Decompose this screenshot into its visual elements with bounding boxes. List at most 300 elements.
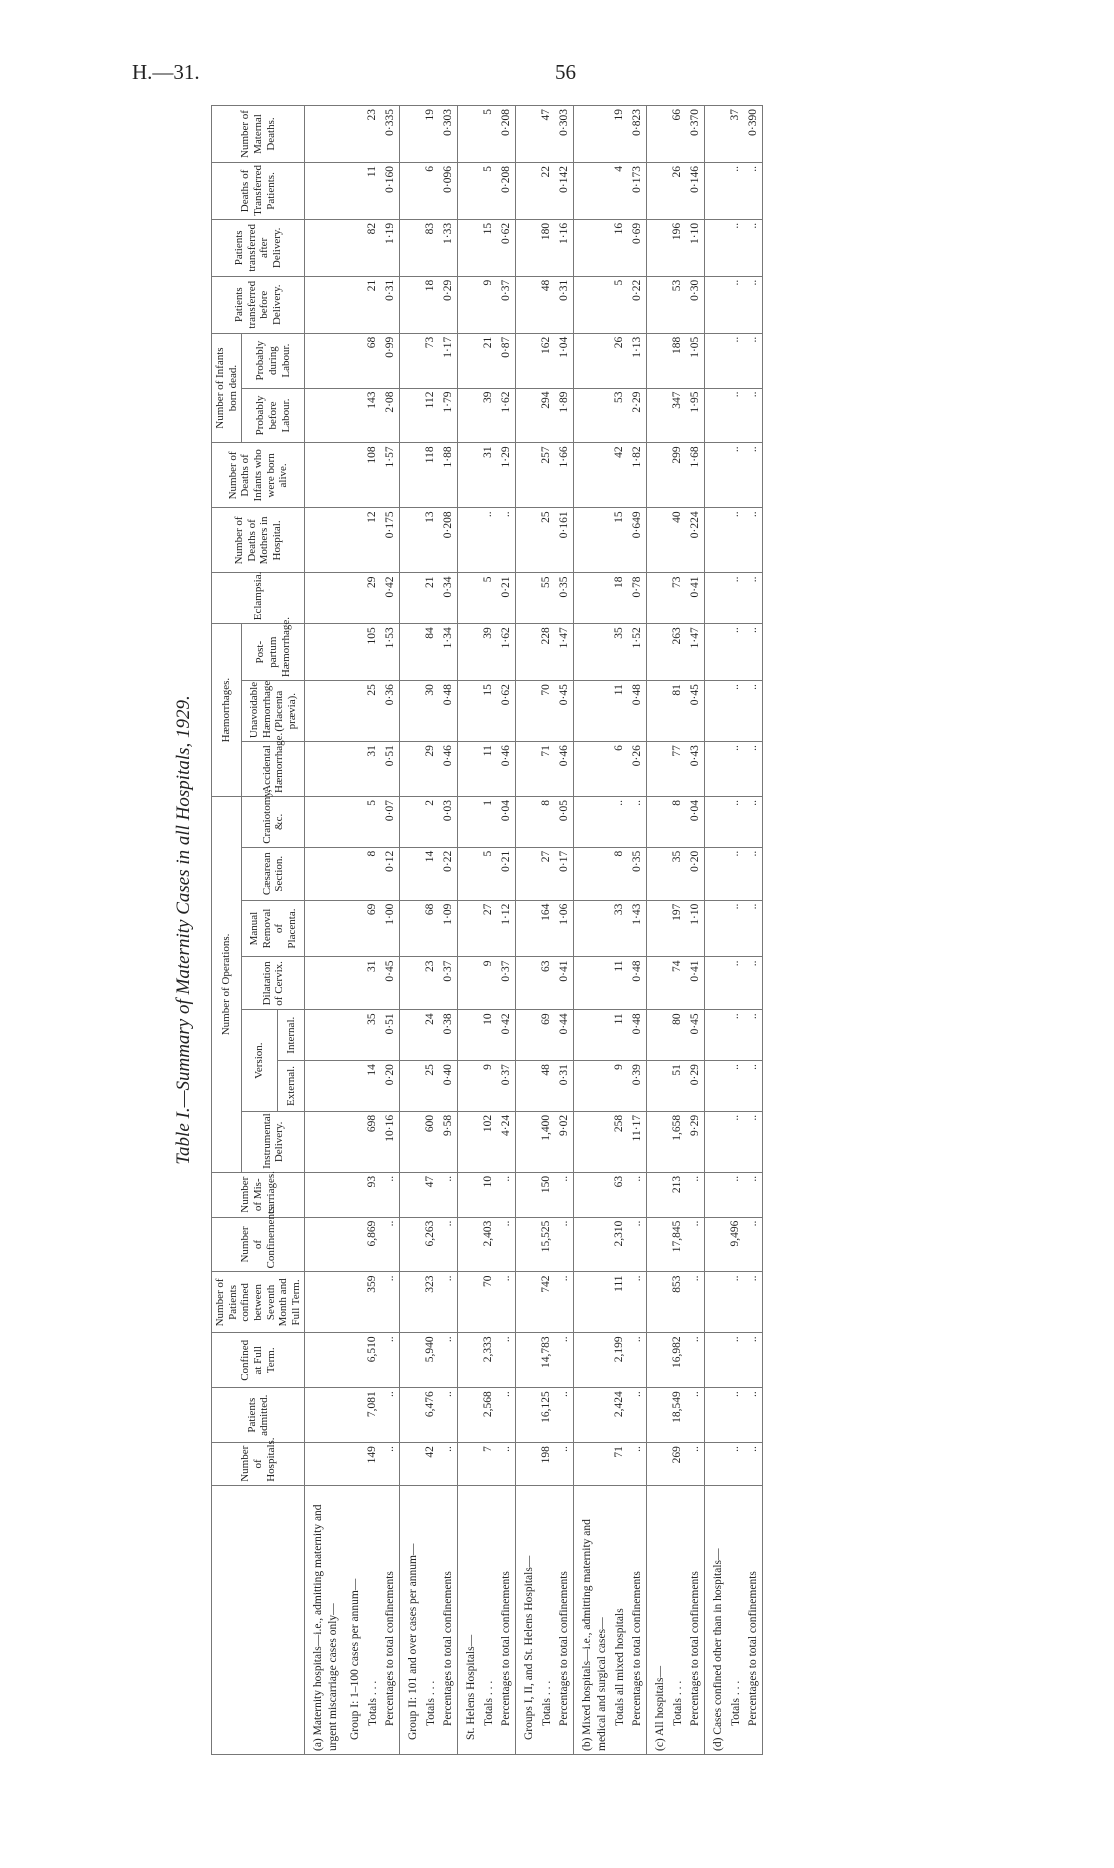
table-cell: 1·47 xyxy=(687,624,705,681)
table-cell: .. xyxy=(727,1443,745,1486)
table-cell: 111 xyxy=(611,1272,629,1333)
empty-cell xyxy=(342,106,364,163)
percentage-row xyxy=(382,106,400,1755)
table-cell: 0·37 xyxy=(498,957,516,1010)
table-cell: 1·06 xyxy=(556,900,574,957)
empty-cell xyxy=(458,1010,480,1061)
table-cell: .. xyxy=(440,1388,458,1443)
table-cell: .. xyxy=(727,508,745,573)
table-cell: 0·39 xyxy=(629,1061,647,1112)
table-cell: 0·37 xyxy=(498,276,516,333)
table-cell: 55 xyxy=(538,573,556,624)
percentage-row xyxy=(687,106,705,1755)
empty-cell xyxy=(647,796,669,847)
table-cell: .. xyxy=(745,624,763,681)
col-miscarriages: Number of Mis-carriages. xyxy=(212,1172,305,1217)
empty-cell xyxy=(705,443,727,508)
table-cell: 70 xyxy=(480,1272,498,1333)
group-infants-born-dead: Number of Infants born dead. xyxy=(212,333,242,443)
empty-cell xyxy=(458,573,480,624)
table-cell: 5 xyxy=(611,276,629,333)
empty-cell xyxy=(516,1217,538,1272)
empty-cell xyxy=(342,742,364,797)
empty-cell xyxy=(705,624,727,681)
row-label: Percentages to total confinements xyxy=(440,1485,458,1754)
table-cell: 18 xyxy=(422,276,440,333)
table-cell: .. xyxy=(382,1217,400,1272)
table-cell: 7,081 xyxy=(364,1388,382,1443)
empty-cell xyxy=(516,333,538,388)
row-label: Totals . . . xyxy=(727,1485,745,1754)
empty-cell xyxy=(400,163,422,220)
table-cell: 26 xyxy=(611,333,629,388)
table-cell: 5 xyxy=(364,796,382,847)
empty-cell xyxy=(647,681,669,742)
empty-cell xyxy=(342,333,364,388)
empty-cell xyxy=(647,106,669,163)
table-cell: 63 xyxy=(611,1172,629,1217)
table-cell: 742 xyxy=(538,1272,556,1333)
table-cell: .. xyxy=(629,1217,647,1272)
table-cell: 1·53 xyxy=(382,624,400,681)
empty-cell xyxy=(400,1061,422,1112)
col-maternal-deaths: Number of Maternal Deaths. xyxy=(212,106,305,163)
table-cell: 0·173 xyxy=(629,163,647,220)
empty-cell xyxy=(305,957,342,1010)
empty-cell xyxy=(400,681,422,742)
section-label: Group I: 1–100 cases per annum— xyxy=(342,1485,364,1754)
table-cell: 81 xyxy=(669,681,687,742)
table-cell: 9·58 xyxy=(440,1111,458,1172)
empty-cell xyxy=(705,1443,727,1486)
empty-cell xyxy=(342,1111,364,1172)
table-cell: 83 xyxy=(422,219,440,276)
empty-cell xyxy=(458,443,480,508)
col-full-term: Confined at Full Term. xyxy=(212,1333,305,1388)
empty-cell xyxy=(647,219,669,276)
table-cell: 1·62 xyxy=(498,388,516,443)
table-cell: 6,869 xyxy=(364,1217,382,1272)
table-cell: 0·160 xyxy=(382,163,400,220)
empty-cell xyxy=(400,1217,422,1272)
table-cell: .. xyxy=(745,742,763,797)
table-cell: 263 xyxy=(669,624,687,681)
table-cell: 0·07 xyxy=(382,796,400,847)
empty-cell xyxy=(647,508,669,573)
table-cell: 6 xyxy=(611,742,629,797)
table-cell: 0·30 xyxy=(687,276,705,333)
empty-cell xyxy=(574,573,611,624)
table-cell: .. xyxy=(727,1111,745,1172)
table-cell: 0·04 xyxy=(498,796,516,847)
table-cell: .. xyxy=(440,1172,458,1217)
empty-cell xyxy=(574,1217,611,1272)
empty-cell xyxy=(516,796,538,847)
table-cell: 0·44 xyxy=(556,1010,574,1061)
row-label: Totals . . . xyxy=(364,1485,382,1754)
document-code: H.—31. xyxy=(132,60,200,84)
empty-cell xyxy=(342,957,364,1010)
table-cell: 6,476 xyxy=(422,1388,440,1443)
table-cell: 35 xyxy=(669,847,687,900)
table-cell: 70 xyxy=(538,681,556,742)
table-cell: 25 xyxy=(538,508,556,573)
table-cell: .. xyxy=(745,508,763,573)
table-cell: .. xyxy=(629,1333,647,1388)
empty-cell xyxy=(342,847,364,900)
table-cell: 39 xyxy=(480,624,498,681)
table-cell: 0·62 xyxy=(498,219,516,276)
table-cell: .. xyxy=(687,1333,705,1388)
page-number: 56 xyxy=(555,60,576,84)
table-cell: 0·35 xyxy=(556,573,574,624)
table-cell: 26 xyxy=(669,163,687,220)
table-cell: 73 xyxy=(669,573,687,624)
table-cell: 10 xyxy=(480,1010,498,1061)
empty-cell xyxy=(458,333,480,388)
table-cell: 0·69 xyxy=(629,219,647,276)
empty-cell xyxy=(305,1272,342,1333)
table-cell: .. xyxy=(745,1217,763,1272)
table-cell: 71 xyxy=(611,1443,629,1486)
table-cell: 164 xyxy=(538,900,556,957)
empty-cell xyxy=(305,508,342,573)
table-cell: 0·48 xyxy=(629,681,647,742)
table-cell: 9·02 xyxy=(556,1111,574,1172)
table-cell: 294 xyxy=(538,388,556,443)
table-cell: 2,403 xyxy=(480,1217,498,1272)
table-cell: .. xyxy=(687,1443,705,1486)
table-cell: 14,783 xyxy=(538,1333,556,1388)
col-post-partum: Post-partum Hæmorrhage. xyxy=(242,624,305,681)
empty-cell xyxy=(305,1388,342,1443)
row-label: Percentages to total confinements xyxy=(745,1485,763,1754)
empty-cell xyxy=(458,1111,480,1172)
empty-cell xyxy=(705,1061,727,1112)
table-cell: 0·12 xyxy=(382,847,400,900)
table-cell: .. xyxy=(382,1443,400,1486)
table-cell: 102 xyxy=(480,1111,498,1172)
table-cell: 188 xyxy=(669,333,687,388)
table-cell: .. xyxy=(556,1333,574,1388)
table-cell: 213 xyxy=(669,1172,687,1217)
empty-cell xyxy=(305,796,342,847)
empty-cell xyxy=(305,1172,342,1217)
table-cell: 1·68 xyxy=(687,443,705,508)
table-cell: 0·175 xyxy=(382,508,400,573)
empty-cell xyxy=(647,1010,669,1061)
table-cell: .. xyxy=(745,900,763,957)
table-cell: .. xyxy=(382,1388,400,1443)
table-body xyxy=(305,106,763,1755)
table-cell: .. xyxy=(611,796,629,847)
table-cell: 0·146 xyxy=(687,163,705,220)
table-cell: 0·37 xyxy=(440,957,458,1010)
col-before-labour: Probably before Labour. xyxy=(242,388,305,443)
table-cell: .. xyxy=(440,1443,458,1486)
table-cell: 1·79 xyxy=(440,388,458,443)
header-row-1 xyxy=(212,106,242,1755)
table-cell: 15 xyxy=(480,219,498,276)
table-cell: 1·82 xyxy=(629,443,647,508)
empty-cell xyxy=(647,1172,669,1217)
table-cell: 11 xyxy=(611,957,629,1010)
table-cell: 9,496 xyxy=(727,1217,745,1272)
table-cell: 0·41 xyxy=(687,573,705,624)
empty-cell xyxy=(647,900,669,957)
empty-cell xyxy=(400,1388,422,1443)
table-cell: 2,568 xyxy=(480,1388,498,1443)
col-hospitals: Number of Hospitals. xyxy=(212,1443,305,1486)
table-cell: 21 xyxy=(364,276,382,333)
empty-cell xyxy=(400,508,422,573)
table-cell: 0·649 xyxy=(629,508,647,573)
empty-cell xyxy=(516,742,538,797)
table-cell: 0·208 xyxy=(440,508,458,573)
table-cell: 6 xyxy=(422,163,440,220)
col-internal: Internal. xyxy=(277,1010,305,1061)
table-cell: .. xyxy=(687,1172,705,1217)
table-cell: 1·47 xyxy=(556,624,574,681)
table-cell: 1·13 xyxy=(629,333,647,388)
empty-cell xyxy=(400,1443,422,1486)
empty-cell xyxy=(342,1061,364,1112)
table-cell: 71 xyxy=(538,742,556,797)
table-cell: 0·87 xyxy=(498,333,516,388)
col-accidental: Accidental Hæmorrhage. xyxy=(242,742,305,797)
table-cell: 269 xyxy=(669,1443,687,1486)
empty-cell xyxy=(705,742,727,797)
table-cell: .. xyxy=(745,1443,763,1486)
table-cell: 53 xyxy=(611,388,629,443)
table-cell: 25 xyxy=(364,681,382,742)
empty-cell xyxy=(574,1333,611,1388)
table-cell: 23 xyxy=(422,957,440,1010)
empty-cell xyxy=(305,742,342,797)
empty-cell xyxy=(400,1333,422,1388)
table-cell: 2,424 xyxy=(611,1388,629,1443)
table-cell: 0·37 xyxy=(498,1061,516,1112)
table-cell: 1·57 xyxy=(382,443,400,508)
empty-cell xyxy=(705,276,727,333)
empty-cell xyxy=(705,388,727,443)
empty-cell xyxy=(458,742,480,797)
table-cell: 0·303 xyxy=(440,106,458,163)
empty-cell xyxy=(516,1333,538,1388)
table-cell: .. xyxy=(498,1217,516,1272)
empty-cell xyxy=(516,106,538,163)
row-label: Totals . . . xyxy=(480,1485,498,1754)
empty-cell xyxy=(647,573,669,624)
table-cell: 24 xyxy=(422,1010,440,1061)
table-cell: .. xyxy=(745,163,763,220)
empty-cell xyxy=(516,276,538,333)
section-label: Groups I, II, and St. Helens Hospitals— xyxy=(516,1485,538,1754)
table-cell: .. xyxy=(745,1272,763,1333)
empty-cell xyxy=(458,1333,480,1388)
section-label: (c) All hospitals— xyxy=(647,1485,669,1754)
table-cell: 0·31 xyxy=(556,276,574,333)
table-cell: 16,125 xyxy=(538,1388,556,1443)
table-cell: 69 xyxy=(538,1010,556,1061)
table-cell: 11·17 xyxy=(629,1111,647,1172)
table-cell: 11 xyxy=(611,681,629,742)
table-cell: 0·31 xyxy=(382,276,400,333)
table-cell: .. xyxy=(745,1010,763,1061)
table-title: Table I.—Summary of Maternity Cases in all Hospitals, 1929. xyxy=(173,695,194,1165)
table-cell: .. xyxy=(745,957,763,1010)
table-cell: 299 xyxy=(669,443,687,508)
table-cell: .. xyxy=(440,1217,458,1272)
empty-cell xyxy=(647,1443,669,1486)
table-cell: 853 xyxy=(669,1272,687,1333)
empty-cell xyxy=(647,1217,669,1272)
section-row xyxy=(705,106,727,1755)
row-label: Totals all mixed hospitals xyxy=(611,1485,629,1754)
empty-cell xyxy=(516,508,538,573)
empty-cell xyxy=(342,508,364,573)
table-cell: 0·390 xyxy=(745,106,763,163)
percentage-row xyxy=(440,106,458,1755)
table-cell: 2,199 xyxy=(611,1333,629,1388)
empty-cell xyxy=(400,1172,422,1217)
totals-row xyxy=(611,106,629,1755)
empty-cell xyxy=(516,957,538,1010)
table-cell: .. xyxy=(745,796,763,847)
table-cell: 8 xyxy=(611,847,629,900)
table-cell: 2,333 xyxy=(480,1333,498,1388)
table-cell: 0·20 xyxy=(687,847,705,900)
col-external: External. xyxy=(277,1061,305,1112)
table-cell: .. xyxy=(727,1272,745,1333)
empty-cell xyxy=(400,1010,422,1061)
table-cell: 0·38 xyxy=(440,1010,458,1061)
table-cell: 35 xyxy=(364,1010,382,1061)
empty-cell xyxy=(342,624,364,681)
empty-cell xyxy=(305,388,342,443)
table-cell: 2,310 xyxy=(611,1217,629,1272)
empty-cell xyxy=(458,847,480,900)
empty-cell xyxy=(705,333,727,388)
table-cell: 23 xyxy=(364,106,382,163)
empty-cell xyxy=(647,847,669,900)
table-cell: 0·208 xyxy=(498,106,516,163)
table-cell: .. xyxy=(727,1388,745,1443)
table-cell: .. xyxy=(727,796,745,847)
table-cell: 4·24 xyxy=(498,1111,516,1172)
table-cell: 1·16 xyxy=(556,219,574,276)
table-cell: 180 xyxy=(538,219,556,276)
empty-cell xyxy=(516,163,538,220)
table-cell: 0·29 xyxy=(440,276,458,333)
table-cell: 1·05 xyxy=(687,333,705,388)
empty-cell xyxy=(705,508,727,573)
table-cell: 19 xyxy=(422,106,440,163)
table-cell: .. xyxy=(727,388,745,443)
row-label: Totals . . . xyxy=(422,1485,440,1754)
table-cell: 30 xyxy=(422,681,440,742)
table-cell: 15 xyxy=(480,681,498,742)
empty-cell xyxy=(647,443,669,508)
table-cell: 0·21 xyxy=(498,573,516,624)
empty-cell xyxy=(400,333,422,388)
table-cell: 74 xyxy=(669,957,687,1010)
table-cell: 14 xyxy=(422,847,440,900)
table-cell: .. xyxy=(745,219,763,276)
empty-cell xyxy=(647,333,669,388)
table-cell: 105 xyxy=(364,624,382,681)
table-cell: 66 xyxy=(669,106,687,163)
table-cell: 162 xyxy=(538,333,556,388)
totals-row xyxy=(480,106,498,1755)
table-cell: 10·16 xyxy=(382,1111,400,1172)
table-cell: 27 xyxy=(538,847,556,900)
table-cell: 42 xyxy=(422,1443,440,1486)
table-cell: 5 xyxy=(480,573,498,624)
empty-cell xyxy=(705,1172,727,1217)
table-cell: 0·224 xyxy=(687,508,705,573)
table-cell: .. xyxy=(382,1172,400,1217)
table-cell: 0·22 xyxy=(440,847,458,900)
empty-cell xyxy=(647,957,669,1010)
table-cell: 0·03 xyxy=(440,796,458,847)
empty-cell xyxy=(458,163,480,220)
table-cell: 0·62 xyxy=(498,681,516,742)
table-cell: .. xyxy=(727,276,745,333)
section-label: (b) Mixed hospitals—i.e., admitting maternity and medical and surgical cases— xyxy=(574,1485,611,1754)
empty-cell xyxy=(647,742,669,797)
empty-cell xyxy=(516,1272,538,1333)
table-cell: 31 xyxy=(364,957,382,1010)
empty-cell xyxy=(705,1333,727,1388)
table-cell: 14 xyxy=(364,1061,382,1112)
table-cell: .. xyxy=(687,1217,705,1272)
empty-cell xyxy=(342,1217,364,1272)
empty-cell xyxy=(574,900,611,957)
empty-cell xyxy=(516,624,538,681)
table-cell: 1·33 xyxy=(440,219,458,276)
empty-cell xyxy=(342,900,364,957)
empty-cell xyxy=(342,163,364,220)
table-cell: 0·45 xyxy=(382,957,400,1010)
empty-cell xyxy=(574,1388,611,1443)
col-transferred-before: Patients transferred before Delivery. xyxy=(212,276,305,333)
section-label: (d) Cases confined other than in hospitals— xyxy=(705,1485,727,1754)
table-cell: 600 xyxy=(422,1111,440,1172)
table-cell: .. xyxy=(480,508,498,573)
table-cell: 69 xyxy=(364,900,382,957)
empty-cell xyxy=(400,276,422,333)
table-cell: 19 xyxy=(611,106,629,163)
table-cell: 5,940 xyxy=(422,1333,440,1388)
table-cell: 150 xyxy=(538,1172,556,1217)
empty-cell xyxy=(342,1443,364,1486)
col-seventh-month: Number of Patients confined between Seventh Month and Full Term. xyxy=(212,1272,305,1333)
empty-cell xyxy=(574,624,611,681)
table-cell: 1,400 xyxy=(538,1111,556,1172)
empty-cell xyxy=(574,1443,611,1486)
table-cell: 63 xyxy=(538,957,556,1010)
table-cell: 0·78 xyxy=(629,573,647,624)
group-version: Version. xyxy=(242,1010,277,1112)
table-cell: 21 xyxy=(422,573,440,624)
col-confinements: Number of Confinements xyxy=(212,1217,305,1272)
table-cell: .. xyxy=(498,1172,516,1217)
table-cell: 698 xyxy=(364,1111,382,1172)
empty-cell xyxy=(574,957,611,1010)
empty-cell xyxy=(305,900,342,957)
empty-cell xyxy=(458,1061,480,1112)
